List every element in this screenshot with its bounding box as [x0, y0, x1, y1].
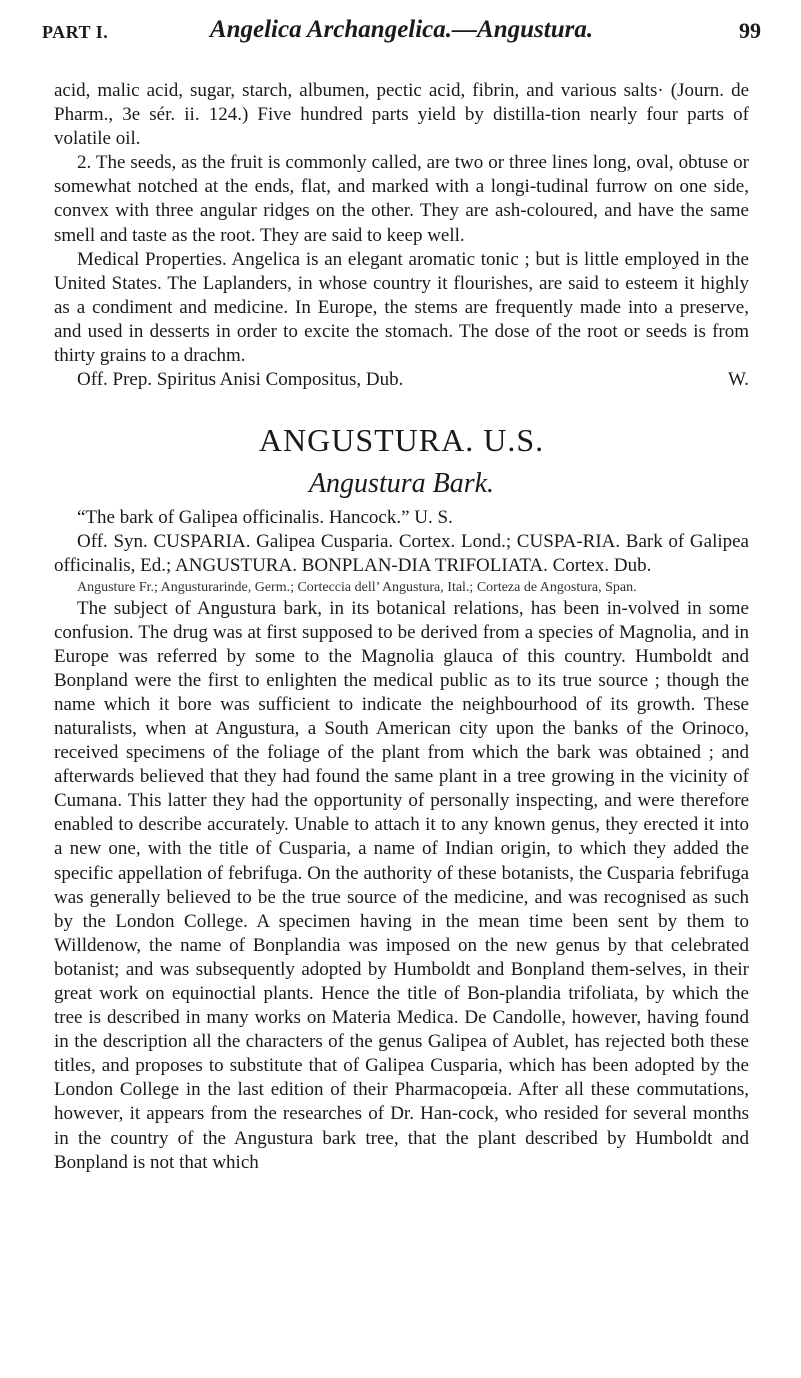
paragraph-off-prep — [54, 368, 749, 392]
running-title: Angelica Archangelica.—Angustura. — [209, 16, 594, 43]
section-subtitle: Angustura Bark. — [308, 468, 495, 500]
page-number: 99 — [739, 18, 761, 43]
off-prep-text: Off. Prep. Spiritus Anisi Compositus, Dub. — [77, 369, 404, 391]
paragraph-definition: “The bark of Galipea officinalis. Hancock.” U. S. — [77, 507, 453, 529]
running-header — [42, 16, 761, 52]
part-label: PART I. — [42, 22, 109, 42]
paragraph-synonyms: Off. Syn. CUSPARIA. Galipea Cusparia. Cortex. Lond.; CUSPA-RIA. Bark of Galipea officinalis, Ed.; ANGUSTURA. BONPLAN-DIA TRIFOLIATA. Cortex. Dub. — [54, 531, 749, 577]
section-title: ANGUSTURA. U.S. — [258, 422, 545, 459]
paragraph-seeds: 2. The seeds, as the fruit is commonly called, are two or three lines long, oval, obtuse or somewhat notched at the ends, flat, and marked with a longi-tudinal furrow on one side, convex with three angular ridges on the other. They are ash-coloured, and have the same smell and taste as the root. They are said to keep well. — [54, 152, 749, 246]
author-initial: W. — [728, 369, 749, 391]
paragraph-foreign-names: Angusture Fr.; Angusturarinde, Germ.; Corteccia dell’ Angustura, Ital.; Corteza de Angostura, Span. — [77, 579, 637, 595]
page-body — [54, 79, 749, 1175]
paragraph-botanical-history: The subject of Angustura bark, in its botanical relations, has been in-volved in some confusion. The drug was at first supposed to be derived from a species of Magnolia, and in Europe was referred by some to the Magnolia glauca of this country. Humboldt and Bonpland were the first to enlighten the medical public as to its true source ; though the name which it bore was sufficient to indicate the neighbourhood of its growth. These naturalists, when at Angustura, a South American city upon the banks of the Orinoco, received specimens of the foliage of the plant from which the bark was obtained ; and afterwards believed that they had found the same plant in a tree growing in the vicinity of Cumana. This latter they had the opportunity of personally inspecting, and were therefore enabled to describe accurately. Unable to attach it to any known genus, they erected it into a new one, with the title of Cusparia, a name of Indian origin, to which they added the specific appellation of febrifuga. On the authority of these botanists, the Cusparia febrifuga was generally believed to be the true source of the medicine, and was recognised as such by the London College. A specimen having in the mean time been sent by them to Willdenow, the name of Bonplandia was imposed on the new genus by that celebrated botanist; and was subsequently adopted by Humboldt and Bonpland them-selves, in their great work on equinoctial plants. Hence the title of Bon-plandia trifoliata, by which the tree is described in many works on Materia Medica. De Candolle, however, having found in the description all the characters of the genus Galipea of Aublet, has rejected both these titles, and proposes to substitute that of Galipea Cusparia, which has been adopted by the London College in the last edition of their Pharmacopœia. After all these commutations, however, it appears from the researches of Dr. Han-cock, who resided for several months in the country of the Angustura bark tree, that the plant described by Humboldt and Bonpland is not that which — [54, 597, 749, 1173]
paragraph-medical-properties: Medical Properties. Angelica is an elegant aromatic tonic ; but is little employed in the United States. The Laplanders, in whose country it flourishes, are said to esteem it highly as a condiment and medicine. In Europe, the stems are frequently made into a preserve, and used in desserts in order to excite the stomach. The dose of the root or seeds is from thirty grains to a drachm. — [54, 248, 749, 367]
paragraph-volatile-oil: acid, malic acid, sugar, starch, albumen, pectic acid, fibrin, and various salts· (Journ. de Pharm., 3e sér. ii. 124.) Five hundred parts yield by distilla-tion nearly four parts of volatile oil. — [54, 80, 749, 150]
